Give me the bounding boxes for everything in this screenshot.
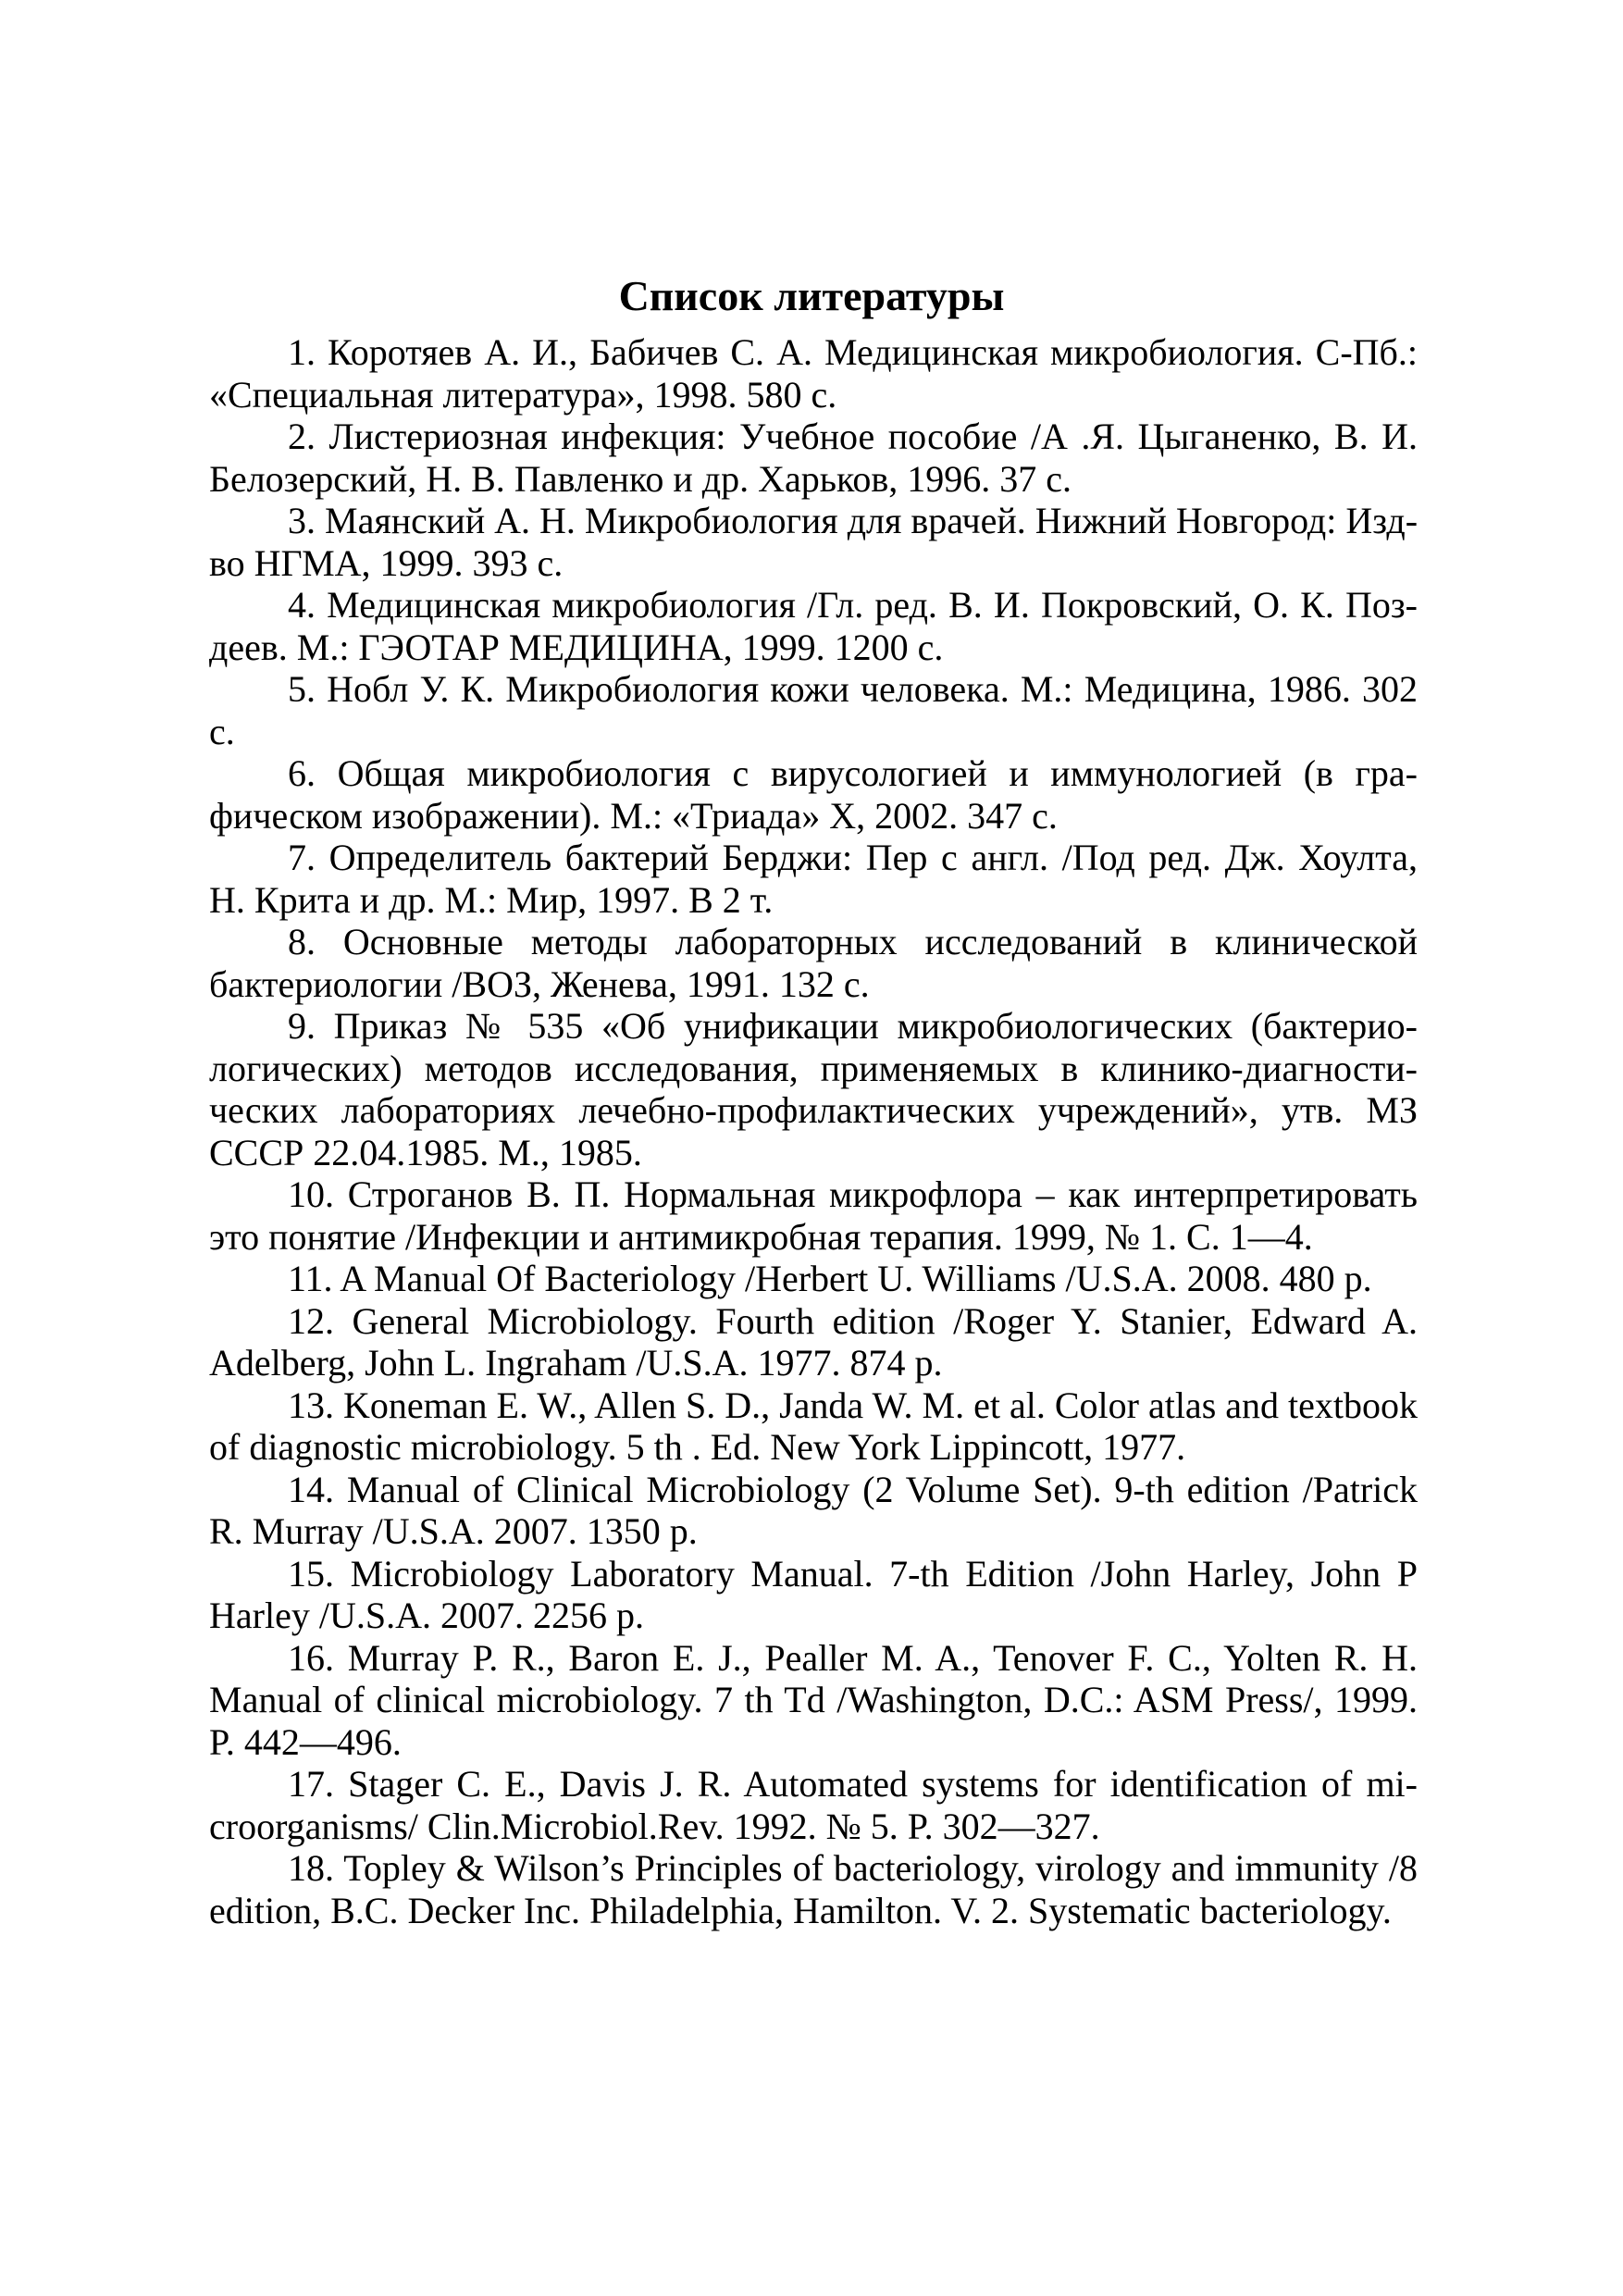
reference-item-4: 4. Медицинская микробиология /Гл. ред. В. И. Покровский, О. К. Поздеев. М.: ГЭОТАР МЕДИЦИНА, 1999. 1200 с. xyxy=(209,584,1418,668)
page-title: Список литературы xyxy=(618,272,1005,319)
reference-item-7: 7. Определитель бактерий Берджи: Пер с англ. /Под ред. Дж. Хоулта, Н. Крита и др. М.: Мир, 1997. В 2 т. xyxy=(209,837,1418,921)
reference-item-10: 10. Строганов В. П. Нормальная микрофлора – как интерпретировать это понятие /Инфекции и антимикробная терапия. 1999, № 1. С. 1—4. xyxy=(209,1173,1418,1258)
reference-item-8: 8. Основные методы лабораторных исследований в клинической бактериологии /ВОЗ, Женева, 1991. 132 с. xyxy=(209,921,1418,1005)
reference-item-5: 5. Нобл У. К. Микробиология кожи человека. М.: Медицина, 1986. 302 с. xyxy=(209,668,1418,752)
reference-item-17: 17. Stager C. E., Davis J. R. Automated systems for identification of microorganisms/ Clin.Microbiol.Rev. 1992. № 5. P. 302—327. xyxy=(209,1763,1418,1847)
reference-item-6: 6. Общая микробиология с вирусологией и иммунологией (в графическом изображении). М.: «Триада» Х, 2002. 347 с. xyxy=(209,752,1418,837)
reference-item-13: 13. Koneman E. W., Allen S. D., Janda W. M. et al. Color atlas and textbook of diagnostic microbiology. 5 th . Ed. New York Lippincott, 1977. xyxy=(209,1384,1418,1468)
reference-item-16: 16. Murray P. R., Baron E. J., Pealler M. A., Tenover F. C., Yolten R. H. Manual of clinical microbiology. 7 th Td /Washington, D.C.: ASM Press/, 1999. P. 442—496. xyxy=(209,1636,1418,1763)
reference-item-9: 9. Приказ № 535 «Об унификации микробиологических (бактериологических) методов исследования, применяемых в клинико-диагностических лабораториях лечебно-профилактических учреждений», утв. МЗ СССР 22.04.1985. М., 1985. xyxy=(209,1005,1418,1173)
reference-list xyxy=(209,331,1418,1931)
reference-item-11: 11. A Manual Of Bacteriology /Herbert U. Williams /U.S.A. 2008. 480 p. xyxy=(288,1258,1372,1299)
reference-item-15: 15. Microbiology Laboratory Manual. 7-th Edition /John Harley, John P Harley /U.S.A. 2007. 2256 p. xyxy=(209,1552,1418,1636)
reference-item-14: 14. Manual of Clinical Microbiology (2 Volume Set). 9-th edition /Patrick R. Murray /U.S.A. 2007. 1350 p. xyxy=(209,1468,1418,1552)
reference-item-2: 2. Листериозная инфекция: Учебное пособие /А .Я. Цыганенко, В. И. Белозерский, Н. В. Павленко и др. Харьков, 1996. 37 с. xyxy=(209,416,1418,500)
reference-item-12: 12. General Microbiology. Fourth edition /Roger Y. Stanier, Edward A. Adelberg, John L. Ingraham /U.S.A. 1977. 874 p. xyxy=(209,1299,1418,1384)
reference-item-18: 18. Topley & Wilson’s Principles of bacteriology, virology and immunity /8 edition, B.C. Decker Inc. Philadelphia, Hamilton. V. 2. Systematic bacteriology. xyxy=(209,1847,1418,1931)
reference-item-3: 3. Маянский А. Н. Микробиология для врачей. Нижний Новгород: Изд-во НГМА, 1999. 393 с. xyxy=(209,500,1419,584)
reference-item-1: 1. Коротяев А. И., Бабичев С. А. Медицинская микробиология. С-Пб.: «Специальная литература», 1998. 580 с. xyxy=(209,331,1418,416)
